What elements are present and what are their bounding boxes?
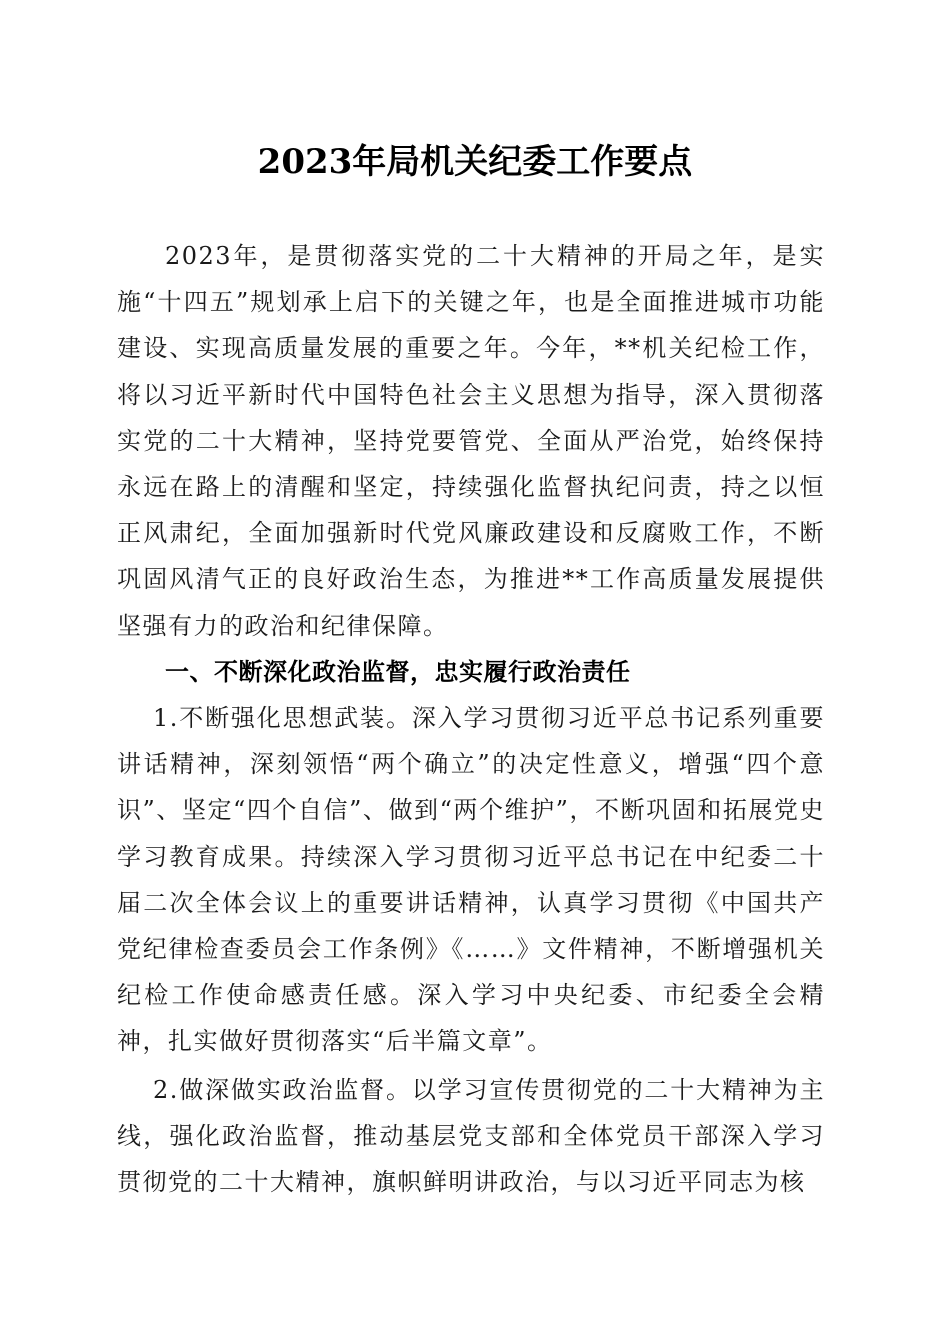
section-1-heading: 一、不断深化政治监督，忠实履行政治责任 (165, 657, 631, 686)
item-2-paragraph: 2.做深做实政治监督。以学习宣传贯彻党的二十大精神为主线，强化政治监督，推动基层党支部和全体党员干部深入学习贯彻党的二十大精神，旗帜鲜明讲政治，与以习近平同志为核 (117, 1075, 825, 1197)
intro-paragraph: 2023年，是贯彻落实党的二十大精神的开局之年，是实施“十四五”规划承上启下的关键之年，也是全面推进城市功能建设、实现高质量发展的重要之年。今年，**机关纪检工作，将以习近平新时代中国特色社会主义思想为指导，深入贯彻落实党的二十大精神，坚持党要管党、全面从严治党，始终保持永远在路上的清醒和坚定，持续强化监督执纪问责，持之以恒正风肃纪，全面加强新时代党风廉政建设和反腐败工作，不断巩固风清气正的良好政治生态，为推进**工作高质量发展提供坚强有力的政治和纪律保障。 (117, 242, 825, 640)
document-body (117, 233, 825, 1205)
document-title: 2023年局机关纪委工作要点 (257, 142, 693, 182)
item-1-paragraph: 1.不断强化思想武装。深入学习贯彻习近平总书记系列重要讲话精神，深刻领悟“两个确立”的决定性意义，增强“四个意识”、坚定“四个自信”、做到“两个维护”，不断巩固和拓展党史学习教育成果。持续深入学习贯彻习近平总书记在中纪委二十届二次全体会议上的重要讲话精神，认真学习贯彻《中国共产党纪律检查委员会工作条例》《……》文件精神，不断增强机关纪检工作使命感责任感。深入学习中央纪委、市纪委全会精神，扎实做好贯彻落实“后半篇文章”。 (117, 704, 825, 1056)
